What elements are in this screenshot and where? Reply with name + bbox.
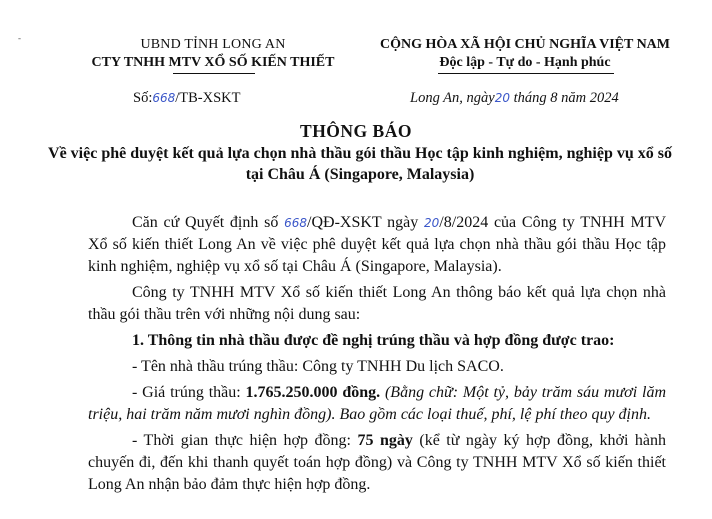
- corner-mark: -: [18, 33, 21, 43]
- national-motto: Độc lập - Tự do - Hạnh phúc: [439, 55, 611, 70]
- paragraph-legal-basis: Căn cứ Quyết định số 668/QĐ-XSKT ngày 20/8/2024 của Công ty TNHH MTV Xổ số kiến thiết Long An về việc phê duyệt kết quả lựa chọn nhà thầu gói thầu Học tập kinh nghiệm, nghiệp vụ xổ số tại Châu Á (Singapore, Malaysia).: [88, 214, 666, 275]
- company-name: CTY TNHH MTV XỔ SỐ KIẾN THIẾT: [91, 55, 335, 70]
- header-left-underline: [173, 73, 255, 74]
- handwritten-day: 20: [494, 91, 511, 105]
- document-body: [88, 212, 666, 500]
- national-title: CỘNG HÒA XÃ HỘI CHỦ NGHĨA VIỆT NAM: [379, 37, 670, 52]
- item-contractor-name: - Tên nhà thầu trúng thầu: Công ty TNHH Du lịch SACO.: [132, 358, 504, 375]
- paragraph-announcement: Công ty TNHH MTV Xổ số kiến thiết Long An thông báo kết quả lựa chọn nhà thầu gói thầu trên với những nội dung sau:: [88, 284, 666, 323]
- contract-duration-value: 75 ngày: [357, 432, 413, 449]
- header-left: [80, 36, 346, 72]
- handwritten-number: 668: [152, 91, 176, 105]
- document-subtitle: Về việc phê duyệt kết quả lựa chọn nhà thầu gói thầu Học tập kinh nghiệm, nghiệp vụ xổ số tại Châu Á (Singapore, Malaysia): [48, 145, 672, 183]
- item-winning-price: - Giá trúng thầu: 1.765.250.000 đồng. (Bằng chữ: Một tỷ, bảy trăm sáu mươi lăm triệu, hai trăm năm mươi nghìn đồng). Bao gồm các loại thuế, phí, lệ phí theo quy định.: [88, 384, 666, 423]
- place-date: Long An, ngày20 tháng 8 năm 2024: [410, 90, 619, 106]
- agency-name: UBND TỈNH LONG AN: [140, 37, 286, 52]
- header-right: [366, 36, 684, 72]
- handwritten-decision-day: 20: [424, 216, 440, 230]
- winning-price-value: 1.765.250.000 đồng.: [245, 384, 381, 401]
- handwritten-decision-number: 668: [284, 216, 308, 230]
- document-number: Số:668/TB-XSKT: [133, 90, 241, 106]
- item-contract-duration: - Thời gian thực hiện hợp đồng: 75 ngày (kể từ ngày ký hợp đồng, khởi hành chuyến đi, đến khi thanh quyết toán hợp đồng) và Công ty TNHH MTV Xổ số kiến thiết Long An nhận bảo đảm thực hiện hợp đồng.: [88, 432, 666, 493]
- winning-price-in-words: (Bằng chữ: Một tỷ, bảy trăm sáu mươi lăm triệu, hai trăm năm mươi nghìn đồng). Bao gồm các loại thuế, phí, lệ phí theo quy định.: [88, 384, 666, 423]
- header-right-underline: [438, 73, 614, 74]
- document-title: THÔNG BÁO: [300, 121, 412, 141]
- section-heading-1: 1. Thông tin nhà thầu được đề nghị trúng thầu và hợp đồng được trao:: [132, 332, 615, 349]
